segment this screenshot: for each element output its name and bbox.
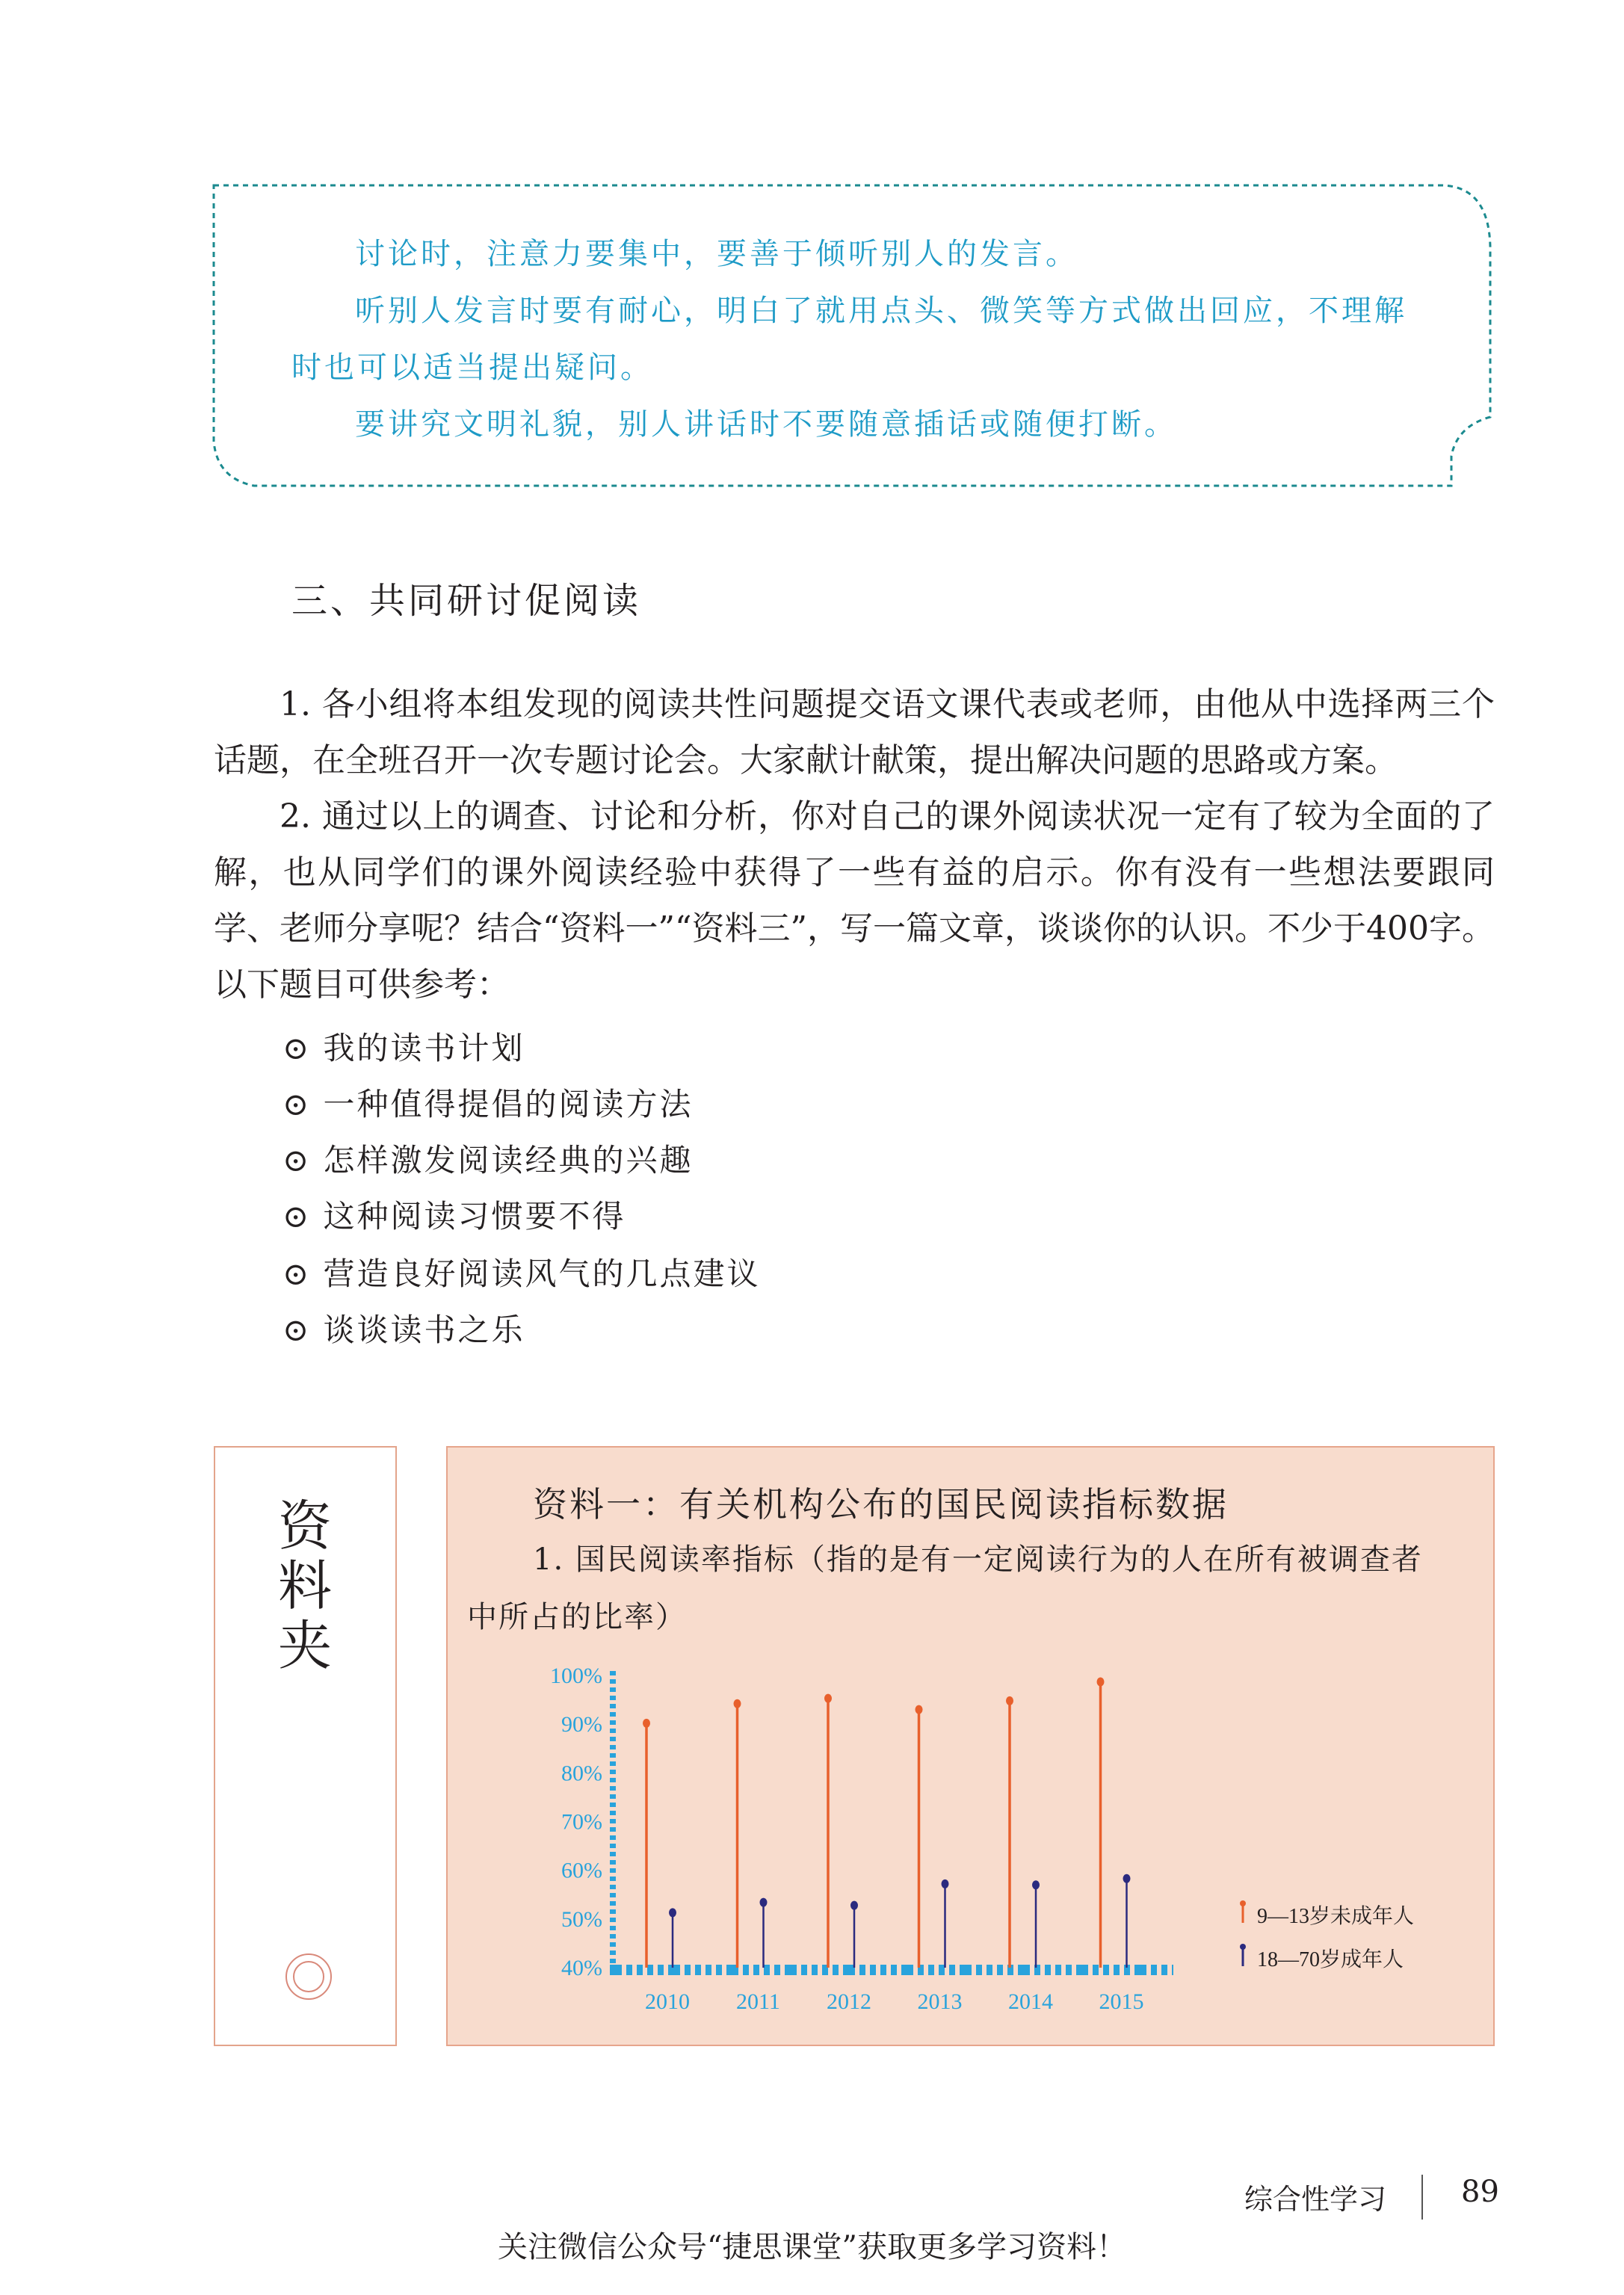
sidebar-char: 夹 bbox=[277, 1614, 332, 1677]
lollipop-point bbox=[669, 1908, 676, 1917]
topic-item: ⊙ 营造良好阅读风气的几点建议 bbox=[282, 1255, 761, 1292]
lollipop-point bbox=[850, 1901, 858, 1910]
y-tick-label: 60% bbox=[561, 1858, 602, 1883]
topic-item: ⊙ 怎样激发阅读经典的兴趣 bbox=[282, 1142, 694, 1179]
legend-marker-dot bbox=[1240, 1944, 1246, 1950]
sidebar-char: 资 bbox=[277, 1495, 332, 1557]
y-tick-label: 80% bbox=[561, 1761, 602, 1786]
y-tick-label: 90% bbox=[561, 1712, 602, 1738]
sidebar-char: 料 bbox=[277, 1554, 332, 1617]
section-heading: 三、共同研讨促阅读 bbox=[291, 580, 642, 622]
lollipop-point bbox=[1006, 1696, 1013, 1705]
x-tick-label: 2011 bbox=[736, 1989, 780, 2014]
lollipop-point bbox=[760, 1898, 768, 1907]
y-tick-label: 70% bbox=[561, 1809, 602, 1835]
material-desc: 1. 国民阅读率指标（指的是有一定阅读行为的人在所有被调查者 bbox=[533, 1542, 1423, 1577]
topic-item: ⊙ 我的读书计划 bbox=[282, 1030, 525, 1066]
x-tick-label: 2014 bbox=[1008, 1989, 1053, 2014]
legend-label: 9—13岁未成年人 bbox=[1257, 1905, 1415, 1928]
tip-line: 要讲究文明礼貌，别人讲话时不要随意插话或随便打断。 bbox=[355, 407, 1177, 442]
reading-rate-chart bbox=[446, 1446, 1495, 2046]
page-number: 89 bbox=[1461, 2175, 1499, 2209]
lollipop-point bbox=[1032, 1880, 1040, 1889]
topic-item: ⊙ 一种值得提倡的阅读方法 bbox=[282, 1086, 694, 1122]
tip-box-border bbox=[209, 179, 1502, 493]
material-desc: 中所占的比率） bbox=[467, 1600, 687, 1634]
ring-icon bbox=[284, 1952, 333, 2001]
lollipop-point bbox=[1097, 1677, 1105, 1686]
paragraph: 2. 通过以上的调查、讨论和分析，你对自己的课外阅读状况一定有了较为全面的了解，也从同学们的课外阅读经验中获得了一些有益的启示。你有没有一些想法要跟同学、老师分享呢？结合“资料一”“资料三”，写一篇文章，谈谈你的认识。不少于400字。以下题目可供参考： bbox=[214, 797, 1495, 1004]
instructions bbox=[214, 676, 1495, 1013]
topic-item: ⊙ 谈谈读书之乐 bbox=[282, 1312, 525, 1348]
tip-line: 听别人发言时要有耐心，明白了就用点头、微笑等方式做出回应，不理解 bbox=[355, 294, 1407, 328]
y-tick-label: 50% bbox=[561, 1906, 602, 1932]
lollipop-point bbox=[1123, 1874, 1131, 1883]
legend-marker-dot bbox=[1240, 1900, 1246, 1906]
lollipop-point bbox=[824, 1694, 832, 1703]
paragraph: 1. 各小组将本组发现的阅读共性问题提交语文课代表或老师，由他从中选择两三个话题，在全班召开一次专题讨论会。大家献计献策，提出解决问题的思路或方案。 bbox=[214, 685, 1495, 779]
material-title: 资料一：有关机构公布的国民阅读指标数据 bbox=[533, 1484, 1229, 1525]
footer-divider bbox=[1421, 2175, 1423, 2220]
x-tick-label: 2012 bbox=[827, 1989, 871, 2014]
topic-item: ⊙ 这种阅读习惯要不得 bbox=[282, 1198, 626, 1235]
x-tick-label: 2010 bbox=[645, 1989, 690, 2014]
tip-line: 时也可以适当提出疑问。 bbox=[291, 350, 653, 385]
y-tick-label: 40% bbox=[561, 1956, 602, 1980]
y-tick-label: 100% bbox=[550, 1664, 602, 1688]
lollipop-point bbox=[942, 1879, 949, 1888]
lollipop-point bbox=[734, 1699, 741, 1708]
sidebar-tab bbox=[214, 1446, 397, 2046]
lollipop-point bbox=[643, 1719, 650, 1728]
tip-line: 讨论时，注意力要集中，要善于倾听别人的发言。 bbox=[355, 237, 1078, 271]
legend-label: 18—70岁成年人 bbox=[1257, 1948, 1404, 1971]
footer-notice: 关注微信公众号“捷思课堂”获取更多学习资料！ bbox=[498, 2230, 1126, 2264]
x-tick-label: 2013 bbox=[917, 1989, 963, 2014]
footer-section: 综合性学习 bbox=[1244, 2183, 1387, 2216]
x-tick-label: 2015 bbox=[1099, 1989, 1144, 2014]
lollipop-point bbox=[916, 1705, 923, 1714]
